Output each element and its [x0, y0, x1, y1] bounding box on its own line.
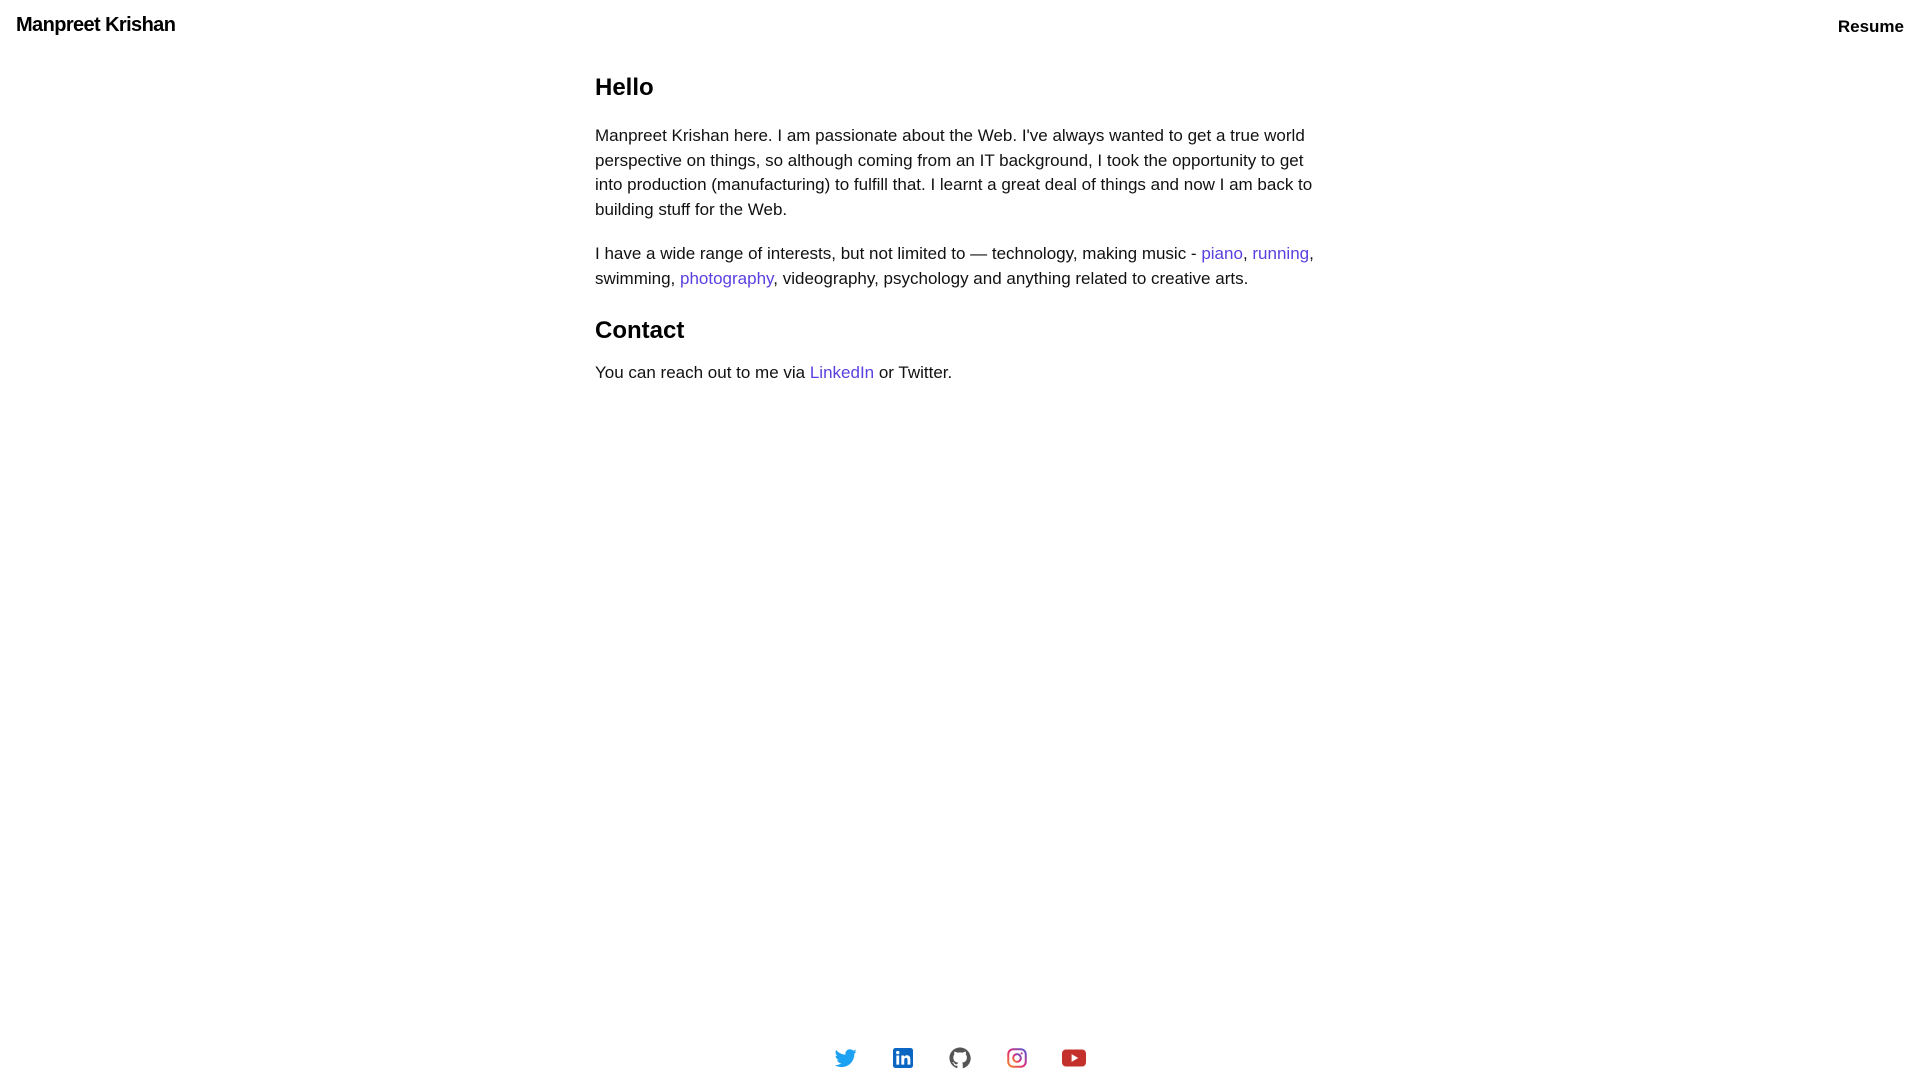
running-link[interactable]: running: [1252, 244, 1310, 263]
contact-suffix: or Twitter.: [874, 363, 953, 382]
twitter-icon: [835, 1047, 857, 1069]
piano-link[interactable]: piano: [1201, 244, 1243, 263]
interests-prefix: I have a wide range of interests, but not limited to — technology, making music -: [595, 244, 1202, 263]
linkedin-text-link[interactable]: LinkedIn: [809, 363, 875, 382]
interests-separator-1: ,: [1242, 244, 1253, 263]
github-icon: [949, 1047, 971, 1069]
contact-heading: Contact: [595, 317, 685, 344]
photography-link[interactable]: photography: [680, 268, 774, 288]
instagram-link[interactable]: [1005, 1046, 1029, 1070]
contact-paragraph: [595, 361, 1335, 386]
contact-prefix: You can reach out to me via: [595, 363, 810, 382]
interests-paragraph: [595, 242, 1335, 291]
youtube-icon: [1062, 1049, 1086, 1067]
intro-paragraph: Manpreet Krishan here. I am passionate about the Web. I've always wanted to get a true world perspective on things, so although coming from an IT background, I took the opportunity to get into production (manufacturing) to fulfill that. I learnt a great deal of things and now I am back to building stuff for the Web.: [595, 126, 1313, 219]
site-title-link[interactable]: Manpreet Krishan: [16, 14, 176, 36]
interests-suffix: , videography, psychology and anything related to creative arts.: [773, 268, 1249, 288]
main-content: [595, 68, 1335, 406]
top-bar: [0, 0, 1920, 56]
interests-separator-2: , swimming,: [595, 244, 1314, 288]
instagram-icon: [1007, 1048, 1027, 1068]
linkedin-link[interactable]: [891, 1046, 915, 1070]
hello-heading: Hello: [595, 74, 654, 101]
footer-social-links: [0, 1040, 1920, 1076]
resume-link[interactable]: Resume: [1837, 17, 1904, 36]
twitter-link[interactable]: [834, 1046, 858, 1070]
github-link[interactable]: [948, 1046, 972, 1070]
linkedin-icon: [893, 1048, 913, 1068]
youtube-link[interactable]: [1062, 1046, 1086, 1070]
